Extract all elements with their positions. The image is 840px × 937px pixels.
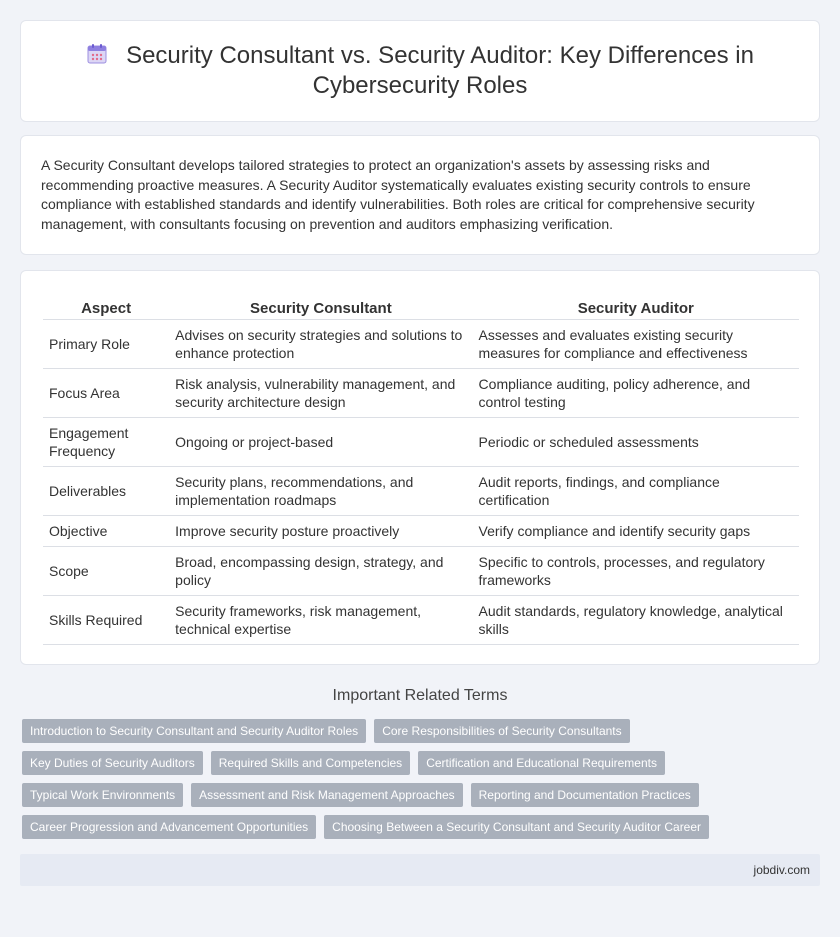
cell-auditor: Audit standards, regulatory knowledge, analytical skills <box>473 596 799 645</box>
cell-aspect: Skills Required <box>43 596 169 645</box>
calendar-icon <box>86 43 108 65</box>
cell-consultant: Broad, encompassing design, strategy, and policy <box>169 547 472 596</box>
intro-card <box>20 135 820 255</box>
related-term-tag[interactable]: Certification and Educational Requirements <box>418 751 665 775</box>
cell-consultant: Ongoing or project-based <box>169 418 472 467</box>
cell-aspect: Primary Role <box>43 320 169 369</box>
header-auditor: Security Auditor <box>473 296 799 320</box>
related-term-tag[interactable]: Career Progression and Advancement Opportunities <box>22 815 316 839</box>
table-row <box>43 596 799 645</box>
footer-site-link[interactable]: jobdiv.com <box>753 863 810 877</box>
intro-text: A Security Consultant develops tailored strategies to protect an organization's assets by assessing risks and recommending proactive measures. A Security Auditor systematically evaluates existing security controls to ensure compliance with established standards and identify vulnerabilities. Both roles are critical for comprehensive security management, with consultants focusing on prevention and auditors emphasizing verification. <box>41 157 755 232</box>
related-term-tag[interactable]: Assessment and Risk Management Approaches <box>191 783 462 807</box>
cell-aspect: Focus Area <box>43 369 169 418</box>
page-title-wrap <box>21 41 819 101</box>
related-term-tag[interactable]: Core Responsibilities of Security Consultants <box>374 719 629 743</box>
table-row <box>43 547 799 596</box>
header-aspect: Aspect <box>43 296 169 320</box>
table-row <box>43 369 799 418</box>
cell-consultant: Security frameworks, risk management, technical expertise <box>169 596 472 645</box>
table-row <box>43 320 799 369</box>
table-row <box>43 467 799 516</box>
comparison-table <box>43 296 799 645</box>
comparison-card <box>20 270 820 665</box>
related-term-tag[interactable]: Reporting and Documentation Practices <box>471 783 699 807</box>
cell-auditor: Verify compliance and identify security gaps <box>473 516 799 547</box>
cell-consultant: Security plans, recommendations, and implementation roadmaps <box>169 467 472 516</box>
related-term-tag[interactable]: Introduction to Security Consultant and Security Auditor Roles <box>22 719 366 743</box>
cell-aspect: Deliverables <box>43 467 169 516</box>
cell-consultant: Risk analysis, vulnerability management, and security architecture design <box>169 369 472 418</box>
cell-aspect: Engagement Frequency <box>43 418 169 467</box>
cell-aspect: Scope <box>43 547 169 596</box>
related-term-tag[interactable]: Required Skills and Competencies <box>211 751 410 775</box>
cell-auditor: Compliance auditing, policy adherence, and control testing <box>473 369 799 418</box>
table-row <box>43 516 799 547</box>
cell-aspect: Objective <box>43 516 169 547</box>
cell-consultant: Advises on security strategies and solutions to enhance protection <box>169 320 472 369</box>
table-row <box>43 418 799 467</box>
cell-auditor: Audit reports, findings, and compliance certification <box>473 467 799 516</box>
page-footer <box>20 854 820 886</box>
cell-auditor: Specific to controls, processes, and regulatory frameworks <box>473 547 799 596</box>
table-header-row <box>43 296 799 320</box>
related-term-tag[interactable]: Key Duties of Security Auditors <box>22 751 203 775</box>
related-term-tag[interactable]: Typical Work Environments <box>22 783 183 807</box>
related-term-tag[interactable]: Choosing Between a Security Consultant and Security Auditor Career <box>324 815 709 839</box>
cell-auditor: Assesses and evaluates existing security measures for compliance and effectiveness <box>473 320 799 369</box>
page-title: Security Consultant vs. Security Auditor: Key Differences in Cybersecurity Roles <box>126 42 754 99</box>
related-terms-title: Important Related Terms <box>332 687 508 704</box>
cell-consultant: Improve security posture proactively <box>169 516 472 547</box>
header-consultant: Security Consultant <box>169 296 472 320</box>
page-header <box>20 20 820 122</box>
cell-auditor: Periodic or scheduled assessments <box>473 418 799 467</box>
related-terms-list <box>22 719 822 847</box>
